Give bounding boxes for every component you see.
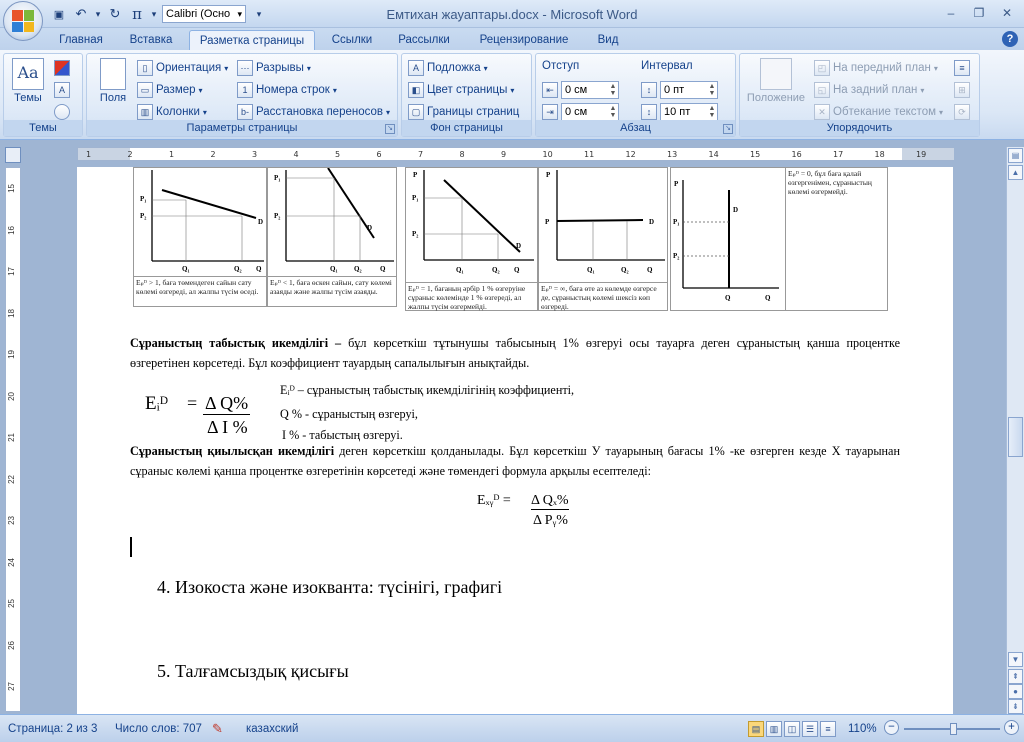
cross-elasticity-formula: [477, 493, 617, 537]
watermark-button[interactable]: [408, 58, 488, 78]
position-label: Положение: [746, 92, 806, 104]
vertical-ruler[interactable]: [5, 167, 21, 712]
view-buttons: [748, 721, 836, 737]
group-page-background: [401, 53, 532, 137]
axis-q2-label: Q₂: [492, 266, 500, 274]
vruler-tick: 15: [7, 184, 16, 193]
vruler-tick: 18: [7, 308, 16, 318]
income-elasticity-formula: [145, 389, 275, 437]
window-title: Емтихан жауаптары.docx - Microsoft Word: [386, 7, 638, 22]
ruler-tick: 2: [127, 150, 133, 159]
graph-elastic-demand: [134, 168, 268, 278]
ruler-tick: 18: [874, 150, 885, 159]
ruler-tick: 16: [791, 150, 802, 159]
axis-q-label: Q: [380, 265, 386, 273]
page-borders-label: Границы страниц: [427, 106, 520, 118]
watermark-icon: A: [408, 60, 424, 76]
theme-colors-icon[interactable]: [54, 60, 70, 76]
scroll-thumb[interactable]: [1008, 417, 1023, 457]
ruler-tick: 2: [210, 150, 216, 159]
page-borders-button[interactable]: [408, 102, 519, 122]
formula-denominator: Δ I %: [207, 417, 248, 437]
customize-qat-icon[interactable]: ▾: [256, 8, 262, 19]
page-color-dropdown-icon: ▾: [510, 85, 515, 95]
zoom-out-icon[interactable]: −: [884, 720, 899, 735]
ruler-tick: 5: [335, 150, 341, 159]
font-name-value: Calibri (Осно: [166, 8, 231, 20]
spin-down-icon: ▼: [708, 112, 716, 119]
tab-selector-icon[interactable]: [5, 147, 21, 163]
tab-mailings[interactable]: Рассылки: [398, 34, 450, 46]
curve-d-label: D: [733, 206, 739, 214]
send-back-icon: ◱: [814, 82, 830, 98]
ruler-right-margin: [902, 148, 954, 160]
figure-unit-elastic-caption-box: [406, 282, 537, 312]
spacing-label: Интервал: [641, 60, 693, 72]
zoom-level[interactable]: 110%: [848, 723, 877, 735]
zoom-slider-thumb[interactable]: [950, 723, 957, 735]
spacing-after-value: 10 пт: [664, 106, 691, 118]
send-back-dropdown-icon: ▾: [920, 85, 925, 95]
spin-down-icon: ▼: [609, 112, 617, 119]
themes-icon: Aa: [12, 58, 44, 90]
indent-right-field[interactable]: [561, 103, 619, 121]
figure-elastic: [133, 167, 267, 307]
axis-q2-label: Q₂: [354, 265, 362, 273]
group-paragraph: [535, 53, 736, 137]
ruler-tick: 12: [625, 150, 636, 159]
spin-up-icon: ▲: [708, 105, 716, 112]
vruler-tick: 25: [7, 599, 16, 608]
group-objects-icon[interactable]: ⊞: [954, 82, 970, 98]
undo-icon[interactable]: ↶: [75, 6, 87, 21]
tab-home[interactable]: Главная: [59, 34, 103, 46]
vruler-tick: 21: [7, 433, 16, 442]
page-setup-launcher-icon[interactable]: ↘: [385, 124, 395, 134]
ruler-tick: 1: [86, 150, 92, 159]
formula-equals: =: [187, 393, 198, 413]
group-themes: [3, 53, 83, 137]
vruler-tick: 17: [7, 267, 16, 276]
equation-button[interactable]: π: [132, 5, 142, 23]
redo-icon[interactable]: ↻: [109, 6, 121, 21]
ruler-tick: 15: [750, 150, 761, 159]
ruler-tick: 14: [708, 150, 719, 159]
formula2-lhs: Eₓᵧᴰ =: [477, 493, 511, 508]
axis-q-label: Q: [256, 265, 262, 273]
spin-up-icon: ▲: [609, 105, 617, 112]
document-page[interactable]: [77, 167, 953, 714]
scroll-down-icon[interactable]: ▼: [1008, 652, 1023, 667]
margins-label: Поля: [99, 92, 127, 104]
ruler-tick: 1: [169, 150, 175, 159]
page-borders-icon: ▢: [408, 104, 424, 120]
font-dropdown-icon: ▾: [237, 8, 242, 19]
indent-right-value: 0 см: [565, 106, 588, 118]
income-elasticity-term: Сұраныстың табыстық икемділігі –: [130, 336, 342, 350]
vruler-tick: 19: [7, 350, 16, 359]
spacing-before-icon: ↕: [641, 82, 657, 98]
axis-q1-label: Q₁: [456, 266, 464, 274]
vruler-tick: 24: [7, 557, 16, 567]
ruler-tick: 9: [501, 150, 507, 159]
axis-p2-label: P₂: [673, 252, 680, 260]
cross-elasticity-paragraph: [130, 441, 900, 481]
axis-q-label: Q: [765, 294, 771, 302]
axis-q-label: Q: [647, 266, 653, 274]
figure-inelastic: [267, 167, 397, 307]
axis-q1-label: Q₁: [330, 265, 338, 273]
bring-front-label: На передний план: [833, 62, 931, 74]
indent-right-arrows[interactable]: [608, 105, 618, 119]
margins-button[interactable]: [93, 56, 133, 118]
columns-dropdown-icon: ▾: [202, 107, 207, 117]
window-controls: [938, 4, 1020, 22]
axis-p1-label: P₁: [673, 218, 680, 226]
curve-d-label: D: [649, 218, 655, 226]
proofing-icon[interactable]: ✎: [212, 721, 223, 736]
axis-p-level-label: P: [545, 218, 550, 226]
ruler-tick: 17: [833, 150, 844, 159]
graph-inelastic-demand: [268, 168, 398, 278]
line-numbers-label: Номера строк: [256, 84, 330, 96]
spacing-before-spinner[interactable]: [641, 80, 718, 100]
scroll-up-icon[interactable]: ▲: [1008, 165, 1023, 180]
ruler-tick: 6: [376, 150, 382, 159]
spacing-after-field[interactable]: [660, 103, 718, 121]
zoom-in-icon[interactable]: +: [1004, 720, 1019, 735]
spacing-before-value: 0 пт: [664, 84, 685, 96]
figure-elastic-caption-box: [134, 276, 266, 297]
breaks-icon: ⋯: [237, 60, 253, 76]
indent-left-arrows[interactable]: [608, 83, 618, 97]
hyphenation-icon: b-: [237, 104, 253, 120]
watermark-dropdown-icon: ▾: [483, 63, 488, 73]
figure-perfectly-elastic-caption-box: [539, 282, 667, 312]
theme-effects-icon[interactable]: [54, 104, 70, 120]
tab-insert[interactable]: Вставка: [129, 34, 173, 46]
bring-front-button[interactable]: [814, 58, 938, 78]
indent-left-field[interactable]: [561, 81, 619, 99]
breaks-label: Разрывы: [256, 62, 304, 74]
spacing-after-icon: ↕: [641, 104, 657, 120]
ruler-toggle-icon[interactable]: ▤: [1008, 148, 1023, 163]
language-status[interactable]: казахский: [246, 723, 299, 735]
axis-p2-label: P₂: [412, 230, 419, 238]
axis-p-label: P: [546, 171, 551, 179]
axis-q-label: Q: [514, 266, 520, 274]
page-color-label: Цвет страницы: [427, 84, 508, 96]
watermark-label: Подложка: [427, 62, 481, 74]
ruler-tick: 7: [418, 150, 424, 159]
breaks-dropdown-icon: ▾: [306, 63, 311, 73]
figure-elastic-caption: Eₚᴰ > 1, баға төмендеген сайын сату көлемі өзгереді, ал жалпы түсім өседі.: [136, 278, 259, 296]
axis-q2-label: Q₂: [234, 265, 242, 273]
vruler-tick: 20: [7, 391, 16, 401]
orientation-dropdown-icon: ▾: [224, 63, 229, 73]
horizontal-ruler[interactable]: [77, 147, 953, 161]
orientation-label: Ориентация: [156, 62, 222, 74]
vruler-tick: 22: [7, 474, 16, 484]
tab-references[interactable]: Ссылки: [331, 34, 373, 46]
figure-perfectly-elastic: [538, 167, 668, 311]
figure-perfectly-elastic-caption: Eₚᴰ = ∞, баға өте аз көлемде өзгерсе де, сұраныстың көлемі шексіз көп өзгереді.: [541, 284, 657, 311]
bring-front-dropdown-icon: ▾: [933, 63, 938, 73]
size-label: Размер: [156, 84, 196, 96]
undo-dropdown-icon[interactable]: ▾: [95, 8, 101, 19]
def-income-change: I % - табыстың өзгеруі.: [282, 428, 403, 442]
spin-up-icon: ▲: [609, 83, 617, 90]
status-bar: [0, 714, 1024, 742]
title-bar: [0, 0, 1024, 28]
position-icon: [760, 58, 792, 90]
spacing-before-arrows[interactable]: [707, 83, 717, 97]
help-icon[interactable]: ?: [1002, 31, 1018, 47]
axis-q2-label: Q₂: [621, 266, 629, 274]
vruler-tick: 16: [7, 225, 16, 235]
formula2-denominator: Δ Pᵧ%: [533, 513, 568, 528]
figure-perfectly-inelastic-caption-box: [785, 168, 889, 310]
axis-p2-label: P₂: [274, 212, 281, 220]
axis-p1-label: P₁: [140, 195, 147, 203]
graph-perfectly-inelastic-demand: [671, 168, 783, 308]
hyphenation-label: Расстановка переносов: [256, 106, 383, 118]
ruler-tick: 19: [916, 150, 927, 159]
axis-q1-label: Q₁: [587, 266, 595, 274]
income-elasticity-text: бұл көрсеткіш тұтынушы табысының 1% өзгеруі осы тауарға деген сұраныстың қанша процентке өзгеретінен көрсетеді. Бұл коэффициент тауардың сапалылығын анықтайды.: [130, 336, 900, 370]
close-button[interactable]: ✕: [1001, 6, 1013, 20]
axis-p2-label: P₂: [140, 212, 147, 220]
zoom-slider[interactable]: [904, 728, 1000, 730]
figure-inelastic-caption: Eₚᴰ < 1, баға өскен сайын, сату көлемі азаяды және жалпы түсім азаяды.: [270, 278, 392, 296]
def-demand-change: Q % - сұраныстың өзгеруі,: [280, 407, 418, 421]
size-button[interactable]: [137, 80, 203, 100]
ruler-tick: 10: [542, 150, 553, 159]
curve-d-label: D: [258, 218, 264, 226]
office-button[interactable]: [3, 1, 43, 41]
indent-label: Отступ: [542, 60, 580, 72]
income-elasticity-paragraph: [130, 333, 900, 373]
curve-d-label: D: [516, 242, 522, 250]
heading-isocost: 4. Изокоста және изокванта: түсінігі, графигі: [157, 577, 503, 597]
figure-perfectly-inelastic-caption: Eₚᴰ = 0, бұл баға қалай өзгергенімен, сұраныстың көлемі өзгермейді.: [788, 169, 872, 196]
heading-indifference-curve: 5. Талғамсыздық қисығы: [157, 661, 349, 681]
draft-view-icon[interactable]: ≡: [820, 721, 836, 737]
axis-p-label: P: [413, 171, 418, 179]
orientation-button[interactable]: [137, 58, 228, 78]
themes-button[interactable]: [8, 56, 48, 118]
vruler-tick: 27: [7, 682, 16, 691]
line-numbers-button[interactable]: [237, 80, 337, 100]
orientation-icon: ▯: [137, 60, 153, 76]
axis-p1-label: P₁: [412, 194, 419, 202]
axis-q-level-label: Q: [725, 294, 731, 302]
rotate-icon[interactable]: ⟳: [954, 104, 970, 120]
send-back-label: На задний план: [833, 84, 918, 96]
curve-d-label: D: [367, 224, 373, 232]
axis-q1-label: Q₁: [182, 265, 190, 273]
axis-p-label: P: [674, 180, 679, 188]
vruler-tick: 26: [7, 640, 16, 650]
send-back-button[interactable]: [814, 80, 924, 100]
text-wrap-button[interactable]: [814, 102, 943, 122]
tab-view[interactable]: Вид: [597, 34, 619, 46]
outline-view-icon[interactable]: ☰: [802, 721, 818, 737]
group-page-setup-caption: Параметры страницы: [87, 120, 397, 136]
line-numbers-dropdown-icon: ▾: [332, 85, 337, 95]
web-layout-view-icon[interactable]: ◫: [784, 721, 800, 737]
restore-button[interactable]: ❐: [973, 6, 985, 20]
spacing-before-field[interactable]: [660, 81, 718, 99]
page-color-button[interactable]: [408, 80, 514, 100]
office-logo-icon: [12, 10, 34, 32]
tab-page-layout[interactable]: Разметка страницы: [189, 30, 315, 50]
text-cursor: [130, 537, 132, 557]
prev-page-icon[interactable]: ⇞: [1008, 669, 1023, 684]
group-arrange: [739, 53, 980, 137]
ribbon: [0, 50, 1024, 140]
ruler-tick: 4: [293, 150, 299, 159]
figure-inelastic-caption-box: [268, 276, 396, 297]
indent-right-icon: ⇥: [542, 104, 558, 120]
ruler-tick: 11: [584, 150, 595, 159]
graph-unit-elastic-demand: [406, 168, 539, 286]
spin-up-icon: ▲: [708, 83, 716, 90]
indent-left-icon: ⇤: [542, 82, 558, 98]
indent-left-value: 0 см: [565, 84, 588, 96]
indent-left-spinner[interactable]: [542, 80, 619, 100]
ruler-tick: 8: [459, 150, 465, 159]
size-icon: ▭: [137, 82, 153, 98]
bring-front-icon: ◰: [814, 60, 830, 76]
equation-dropdown-icon[interactable]: ▾: [151, 8, 157, 19]
breaks-button[interactable]: [237, 58, 311, 78]
spacing-after-arrows[interactable]: [707, 105, 717, 119]
theme-fonts-icon[interactable]: A: [54, 82, 70, 98]
hyphenation-button[interactable]: [237, 102, 390, 122]
full-screen-view-icon[interactable]: ▥: [766, 721, 782, 737]
vruler-tick: 23: [7, 516, 16, 525]
hyphenation-dropdown-icon: ▾: [386, 107, 391, 117]
group-paragraph-caption: Абзац: [536, 120, 735, 136]
cross-elasticity-text: деген көрсеткіш қолданылады. Бұл көрсеткіш У тауарының бағасы 1% -ке өзгерген кезде Х тауарынан сұраныс көлемі қанша процентке өзгеретінін көрсетеді және төмендегі формула арқылы есептеледі:: [130, 444, 900, 478]
cross-elasticity-term: Сұраныстың қиылысқан икемділігі: [130, 444, 335, 458]
columns-label: Колонки: [156, 106, 200, 118]
text-wrap-dropdown-icon: ▾: [939, 107, 944, 117]
formula2-numerator: Δ Qₓ%: [531, 493, 569, 508]
def-coefficient: Eᵢᴰ – сұраныстың табыстық икемділігінің коэффициенті,: [280, 383, 575, 397]
group-page-background-caption: Фон страницы: [402, 120, 531, 136]
vertical-scrollbar[interactable]: [1006, 147, 1024, 714]
spacing-after-spinner[interactable]: [641, 102, 718, 122]
size-dropdown-icon: ▾: [198, 85, 203, 95]
themes-label: Темы: [14, 92, 42, 104]
tab-review[interactable]: Рецензирование: [479, 34, 569, 46]
graph-perfectly-elastic-demand: [539, 168, 669, 286]
browse-object-icon[interactable]: ●: [1008, 684, 1023, 699]
spin-down-icon: ▼: [708, 90, 716, 97]
word-count-status[interactable]: Число слов: 707: [115, 723, 202, 735]
figure-unit-elastic: [405, 167, 538, 311]
ribbon-tabs: [0, 28, 1024, 50]
page-color-icon: ◧: [408, 82, 424, 98]
paragraph-launcher-icon[interactable]: ↘: [723, 124, 733, 134]
figure-unit-elastic-caption: Eₚᴰ = 1, бағаның әрбір 1 % өзгеруіне сұраныс көлемінде 1 % өзгереді, ал жалпы түсім өзгермейді.: [408, 284, 526, 311]
page-count-status[interactable]: Страница: 2 из 3: [8, 723, 98, 735]
save-icon[interactable]: ▣: [53, 8, 65, 21]
align-icon[interactable]: ≡: [954, 60, 970, 76]
text-wrap-label: Обтекание текстом: [833, 106, 936, 118]
line-numbers-icon: 1: [237, 82, 253, 98]
axis-p1-label: P₁: [274, 174, 281, 182]
columns-icon: ▥: [137, 104, 153, 120]
indent-right-spinner[interactable]: [542, 102, 619, 122]
formula-lhs: Eᵢᴰ: [145, 393, 168, 414]
print-layout-view-icon[interactable]: ▤: [748, 721, 764, 737]
ruler-tick: 3: [252, 150, 258, 159]
spin-down-icon: ▼: [609, 90, 617, 97]
ruler-tick: 13: [667, 150, 678, 159]
group-page-setup: [86, 53, 398, 137]
position-button[interactable]: [744, 56, 808, 118]
group-themes-caption: Темы: [4, 120, 82, 136]
columns-button[interactable]: [137, 102, 207, 122]
group-arrange-caption: Упорядочить: [740, 120, 979, 136]
next-page-icon[interactable]: ⇟: [1008, 699, 1023, 714]
formula-numerator: Δ Q%: [205, 393, 249, 413]
text-wrap-icon: ✕: [814, 104, 830, 120]
figure-perfectly-inelastic: [670, 167, 888, 311]
minimize-button[interactable]: –: [947, 6, 955, 20]
margins-icon: [100, 58, 126, 90]
